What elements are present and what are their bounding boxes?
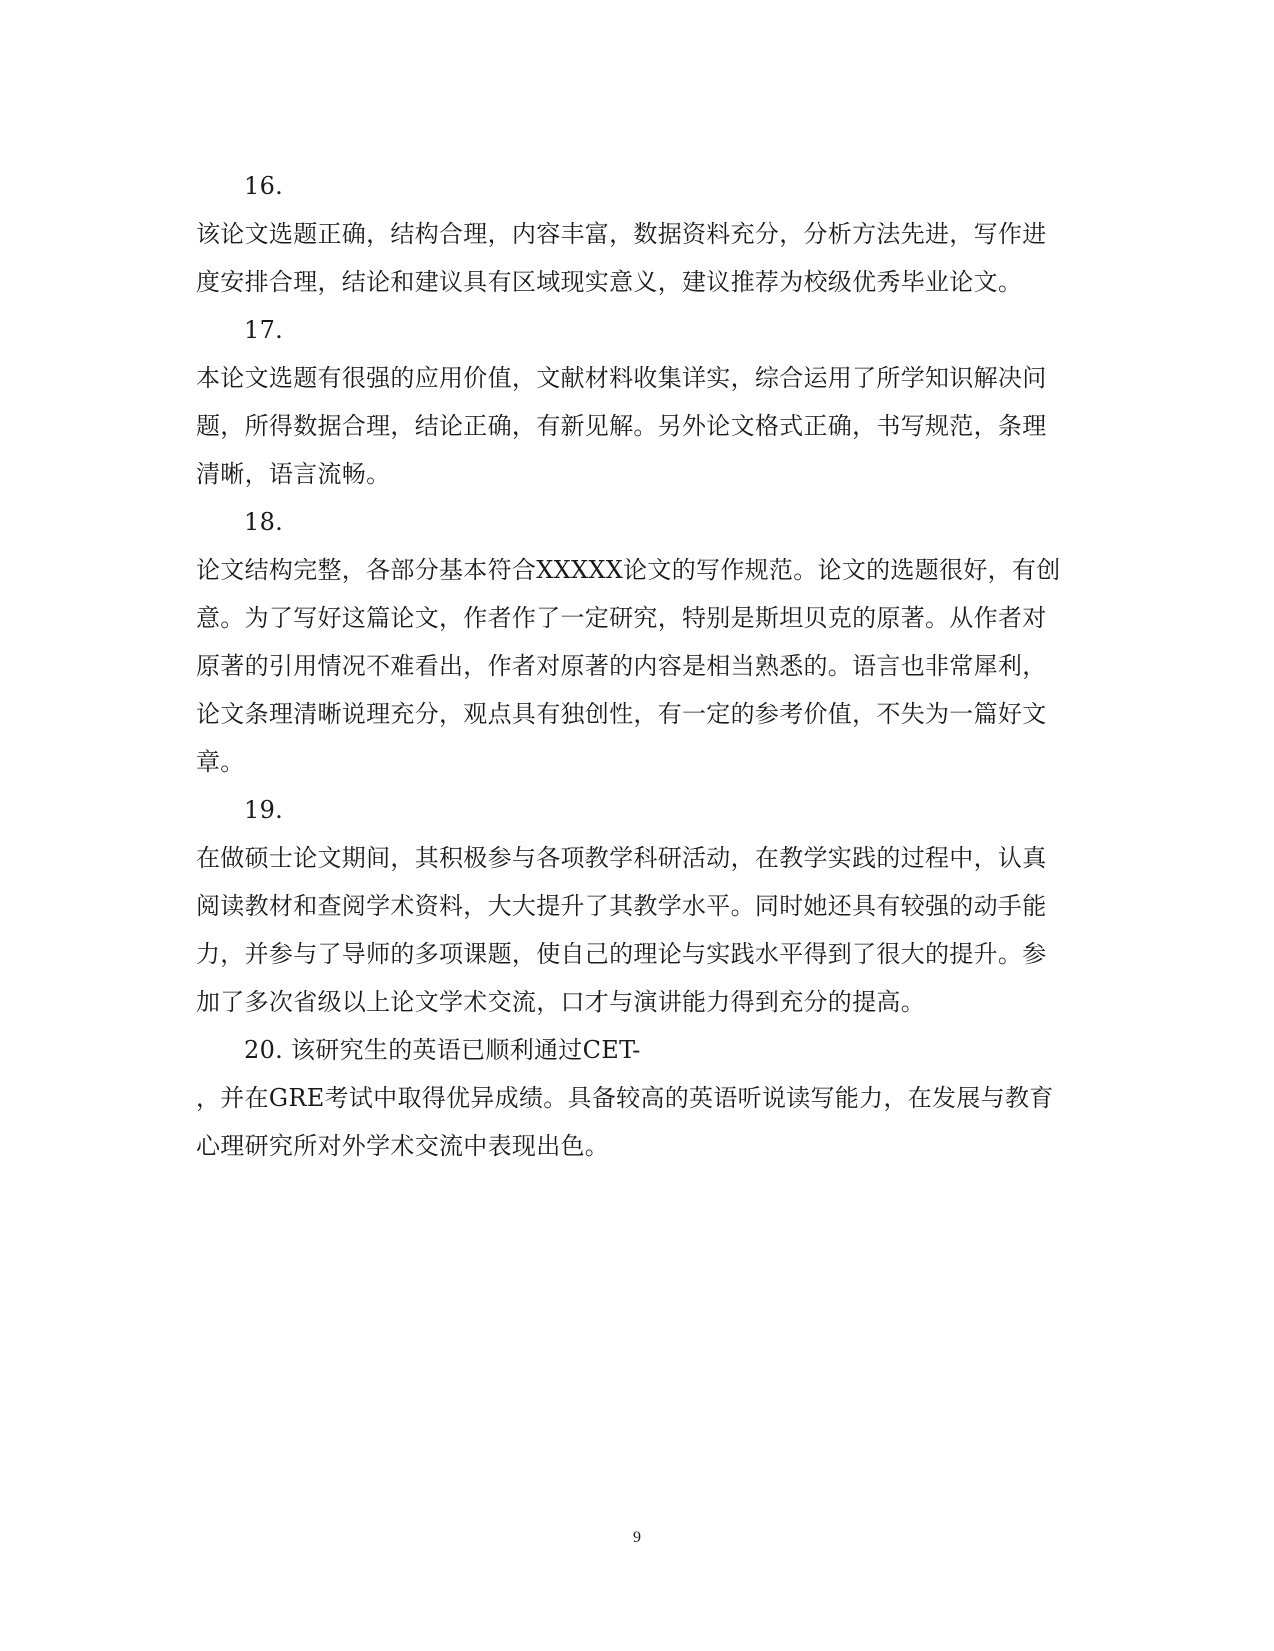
item-number: 19.: [244, 796, 284, 824]
item-body: [196, 546, 1076, 786]
item-number: 16.: [244, 172, 284, 200]
text-line: 度安排合理，结论和建议具有区域现实意义，建议推荐为校级优秀毕业论文。: [196, 268, 1023, 296]
body-text: [196, 162, 1076, 1170]
text-line: 题，所得数据合理，结论正确，有新见解。另外论文格式正确，书写规范，条理: [196, 412, 1047, 440]
text-line: 阅读教材和查阅学术资料，大大提升了其教学水平。同时她还具有较强的动手能: [196, 892, 1047, 920]
text-line: 加了多次省级以上论文学术交流，口才与演讲能力得到充分的提高。: [196, 988, 925, 1016]
text-line: ，并在GRE考试中取得优异成绩。具备较高的英语听说读写能力，在发展与教育: [196, 1084, 1054, 1112]
item-20: [196, 1026, 1076, 1170]
item-body: [196, 1074, 1076, 1170]
item-18: [196, 498, 1076, 786]
item-body: [196, 354, 1076, 498]
page-number: 9: [633, 1529, 641, 1546]
text-line: 本论文选题有很强的应用价值，文献材料收集详实，综合运用了所学知识解决问: [196, 364, 1047, 392]
item-number: 17.: [244, 316, 284, 344]
text-line: 论文结构完整，各部分基本符合XXXXX论文的写作规范。论文的选题很好，有创: [196, 556, 1061, 584]
item-number: 18.: [244, 508, 284, 536]
text-line: 论文条理清晰说理充分，观点具有独创性，有一定的参考价值，不失为一篇好文: [196, 700, 1047, 728]
text-line: 力，并参与了导师的多项课题，使自己的理论与实践水平得到了很大的提升。参: [196, 940, 1047, 968]
text-line: 清晰，语言流畅。: [196, 460, 391, 488]
item-number: 20. 该研究生的英语已顺利通过CET-: [244, 1036, 641, 1064]
item-16: [196, 162, 1076, 306]
item-body: [196, 834, 1076, 1026]
text-line: 原著的引用情况不难看出，作者对原著的内容是相当熟悉的。语言也非常犀利，: [196, 652, 1047, 680]
item-17: [196, 306, 1076, 498]
item-19: [196, 786, 1076, 1026]
item-body: [196, 210, 1076, 306]
text-line: 心理研究所对外学术交流中表现出色。: [196, 1132, 610, 1160]
text-line: 章。: [196, 748, 245, 776]
text-line: 该论文选题正确，结构合理，内容丰富，数据资料充分，分析方法先进，写作进: [196, 220, 1047, 248]
text-line: 意。为了写好这篇论文，作者作了一定研究，特别是斯坦贝克的原著。从作者对: [196, 604, 1047, 632]
text-line: 在做硕士论文期间，其积极参与各项教学科研活动，在教学实践的过程中，认真: [196, 844, 1047, 872]
